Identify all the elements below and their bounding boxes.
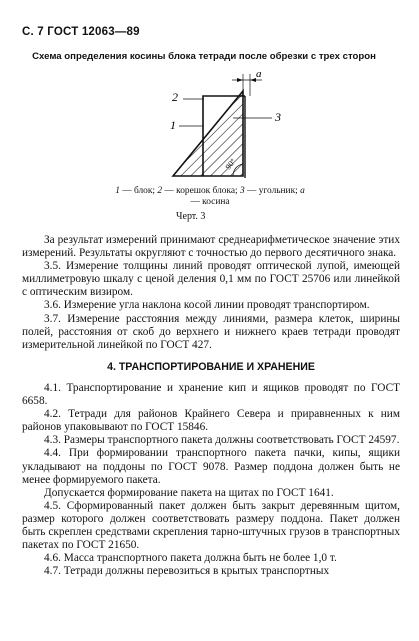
- figure-title: Схема определения косины блока тетради после обрезки с трех сторон: [32, 51, 376, 62]
- legend-text-a: — косина: [190, 197, 230, 207]
- figure-diagram: [0, 64, 419, 189]
- paragraph-3-7: 3.7. Измерение расстояния между линиями, размера клеток, ширины полей, расстояния от скоб до верхнего и нижнего краев тетради проводят измерительной линейкой по ГОСТ 427.: [22, 312, 400, 351]
- paragraph-3-5: 3.5. Измерение толщины линий проводят оптической лупой, имеющей миллиметровую шкалу с ценой деления 0,1 мм по ГОСТ 25706 или линейкой с оптическим визиром.: [22, 260, 400, 299]
- paragraph-4-2: 4.2. Тетради для районов Крайнего Севера и приравненных к ним районов упаковывают по ГОСТ 15846.: [22, 408, 400, 434]
- label-2: 2: [172, 90, 178, 104]
- figure-legend: [110, 186, 310, 208]
- legend-text-3: — угольник;: [244, 186, 301, 196]
- paragraph-pallets: Допускается формирование пакета на щитах по ГОСТ 1641.: [44, 486, 334, 499]
- paragraph-result: За результат измерений принимают среднеарифметическое значение этих измерений. Результаты округляют с точностью до первого десятичного знака.: [22, 234, 400, 260]
- legend-text-2: — корешок блока;: [162, 186, 240, 196]
- legend-num-2: 2: [157, 186, 163, 196]
- figure-caption: Черт. 3: [176, 211, 206, 222]
- page-header: С. 7 ГОСТ 12063—89: [22, 26, 140, 38]
- section-heading: 4. ТРАНСПОРТИРОВАНИЕ И ХРАНЕНИЕ: [107, 360, 315, 373]
- legend-num-1: 1: [115, 186, 120, 196]
- dimension-arrow-left: [237, 78, 243, 82]
- label-3: 3: [275, 110, 281, 124]
- paragraph-3-6: 3.6. Измерение угла наклона косой линии проводят транспортиром.: [44, 299, 370, 312]
- paragraph-4-1: 4.1. Транспортирование и хранение кип и ящиков проводят по ГОСТ 6658.: [22, 381, 400, 408]
- paragraph-4-5: 4.5. Сформированный пакет должен быть закрыт деревянным щитом, размер которого должен соответствовать размеру поддона. Пакет должен быть скреплен средствами скрепления тарно-штучных грузов в транспортных пакетах по ГОСТ 21650.: [22, 499, 400, 552]
- body-text: [22, 234, 400, 578]
- label-a: a: [256, 68, 262, 80]
- angle-label: 90°: [223, 156, 238, 172]
- paragraph-4-3: 4.3. Размеры транспортного пакета должны соответствовать ГОСТ 24597.: [44, 434, 400, 447]
- legend-num-3: 3: [239, 186, 245, 196]
- paragraph-4-7: 4.7. Тетради должны перевозиться в крытых транспортных: [44, 565, 330, 578]
- legend-num-a: а: [300, 186, 305, 196]
- label-1: 1: [170, 118, 176, 132]
- paragraph-4-6: 4.6. Масса транспортного пакета должна быть не более 1,0 т.: [44, 552, 337, 565]
- paragraph-4-4: 4.4. При формировании транспортного пакета пачки, кипы, ящики укладывают на поддоны по ГОСТ 9078. Размер поддона должен быть не менее формируемого пакета.: [22, 447, 400, 486]
- legend-text-1: — блок;: [119, 186, 158, 196]
